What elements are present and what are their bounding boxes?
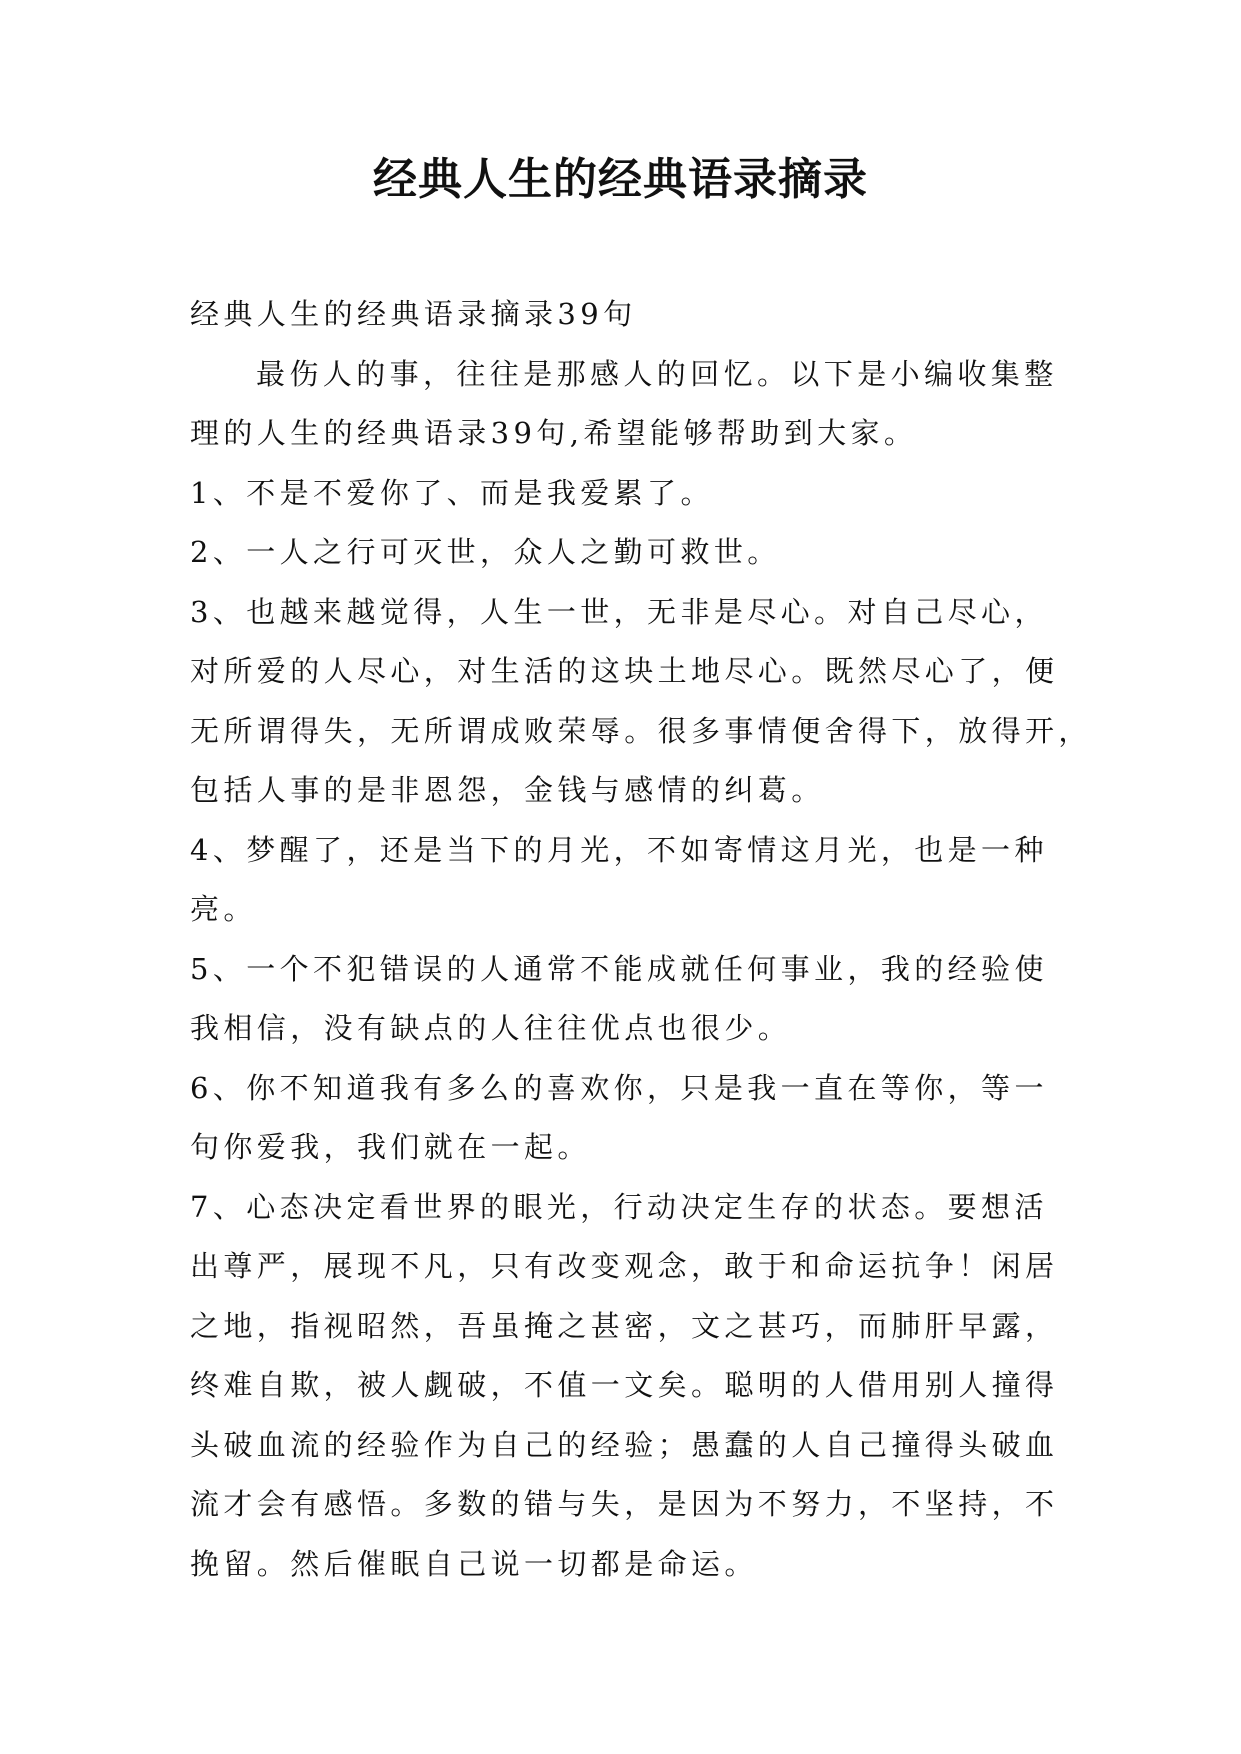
quote-line: 4、梦醒了，还是当下的月光，不如寄情这月光，也是一种 xyxy=(190,832,1048,867)
quote-line: 终难自欺，被人觑破，不值一文矣。聪明的人借用别人撞得 xyxy=(190,1368,1059,1402)
quote-line: 无所谓得失，无所谓成败荣辱。很多事情便舍得下，放得开， xyxy=(190,713,1092,748)
quote-line: 对所爱的人尽心，对生活的这块土地尽心。既然尽心了，便 xyxy=(190,654,1059,688)
quote-line: 出尊严，展现不凡，只有改变观念，敢于和命运抗争！闲居 xyxy=(190,1249,1059,1283)
intro-line: 最伤人的事，往往是那感人的回忆。以下是小编收集整 xyxy=(256,356,1058,391)
quote-line: 亮。 xyxy=(190,892,257,926)
quote-line: 7、心态决定看世界的眼光，行动决定生存的状态。要想活 xyxy=(190,1189,1048,1224)
subtitle-line: 经典人生的经典语录摘录39句 xyxy=(190,297,637,331)
quote-line: 句你爱我，我们就在一起。 xyxy=(190,1130,591,1164)
quote-line: 3、也越来越觉得，人生一世，无非是尽心。对自己尽心， xyxy=(190,594,1048,629)
quote-line: 头破血流的经验作为自己的经验；愚蠢的人自己撞得头破血 xyxy=(190,1427,1059,1462)
quote-line: 包括人事的是非恩怨，金钱与感情的纠葛。 xyxy=(190,773,825,807)
quote-line: 2、一人之行可灭世，众人之勤可救世。 xyxy=(190,535,781,569)
quote-line: 之地，指视昭然，吾虽掩之甚密，文之甚巧，而肺肝早露， xyxy=(190,1308,1059,1343)
quote-line: 6、你不知道我有多么的喜欢你，只是我一直在等你，等一 xyxy=(190,1070,1048,1105)
quote-line: 1、不是不爱你了、而是我爱累了。 xyxy=(190,475,714,510)
quote-line: 我相信，没有缺点的人往往优点也很少。 xyxy=(190,1011,792,1045)
intro-line: 理的人生的经典语录39句,希望能够帮助到大家。 xyxy=(190,416,918,450)
quote-line: 挽留。然后催眠自己说一切都是命运。 xyxy=(190,1546,758,1581)
document-title: 经典人生的经典语录摘录 xyxy=(373,154,868,205)
quote-line: 流才会有感悟。多数的错与失，是因为不努力，不坚持，不 xyxy=(190,1487,1059,1521)
quote-line: 5、一个不犯错误的人通常不能成就任何事业，我的经验使 xyxy=(190,951,1048,986)
document-body xyxy=(190,285,1092,1594)
